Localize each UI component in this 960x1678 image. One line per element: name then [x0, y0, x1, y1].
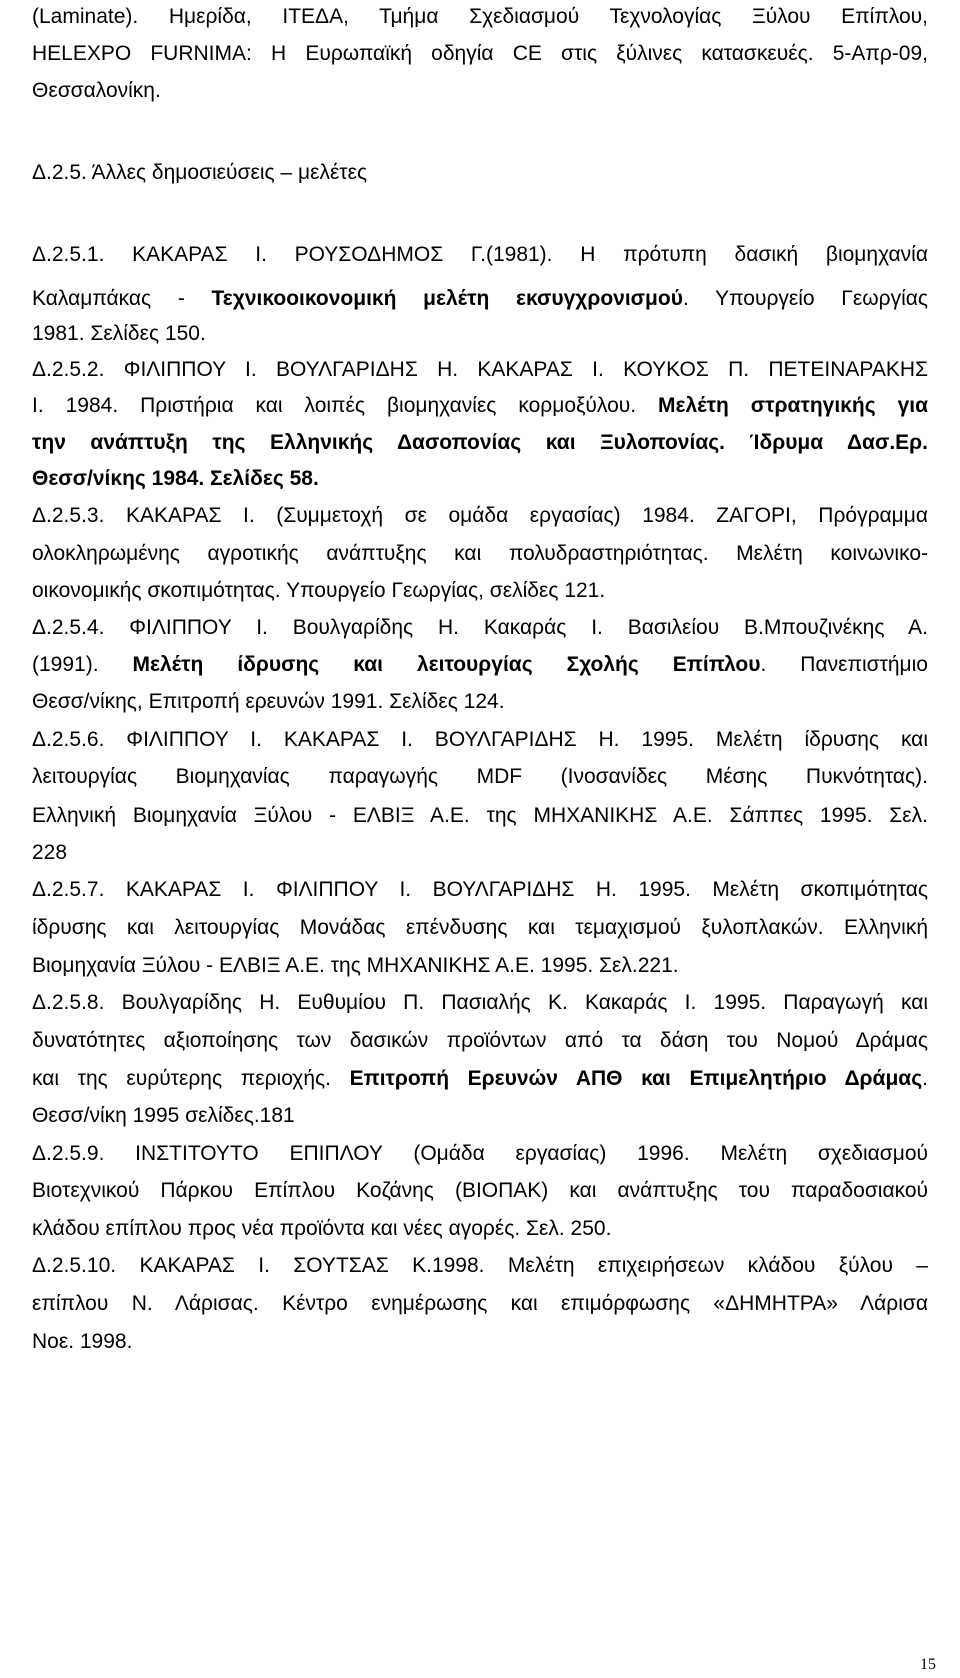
text-line: Θεσσαλονίκη.: [32, 79, 161, 102]
text-line: Δ.2.5.2. ΦΙΛΙΠΠΟΥ Ι. ΒΟΥΛΓΑΡΙΔΗΣ Η. ΚΑΚΑΡΑΣ Ι. ΚΟΥΚΟΣ Π. ΠΕΤΕΙΝΑΡΑΚΗΣ: [32, 358, 928, 381]
text-line: Νοε. 1998.: [32, 1330, 133, 1353]
text-line: ολοκληρωμένης αγροτικής ανάπτυξης και πολυδραστηριότητας. Μελέτη κοινωνικο-: [32, 542, 928, 565]
text-line: δυνατότητες αξιοποίησης των δασικών προϊόντων από τα δάση του Νομού Δράμας: [32, 1029, 928, 1052]
text-line: Δ.2.5.6. ΦΙΛΙΠΠΟΥ Ι. ΚΑΚΑΡΑΣ Ι. ΒΟΥΛΓΑΡΙΔΗΣ Η. 1995. Μελέτη ίδρυσης και: [32, 728, 928, 751]
text-line: Ελληνική Βιομηχανία Ξύλου - ΕΛΒΙΞ Α.Ε. της ΜΗΧΑΝΙΚΗΣ Α.Ε. Σάππες 1995. Σελ.: [32, 804, 928, 827]
text-line: Θεσσ/νίκη 1995 σελίδες.181: [32, 1104, 295, 1127]
text-line: Δ.2.5.9. ΙΝΣΤΙΤΟΥΤΟ ΕΠΙΠΛΟΥ (Ομάδα εργασίας) 1996. Μελέτη σχεδιασμού: [32, 1142, 928, 1165]
text-line: 228: [32, 841, 68, 864]
text-line: (1991). Μελέτη ίδρυσης και λειτουργίας Σχολής Επίπλου. Πανεπιστήμιο: [32, 653, 928, 676]
text-line: Δ.2.5.1. ΚΑΚΑΡΑΣ Ι. ΡΟΥΣΟΔΗΜΟΣ Γ.(1981). Η πρότυπη δασική βιομηχανία: [32, 243, 928, 266]
text-line: Δ.2.5.4. ΦΙΛΙΠΠΟΥ Ι. Βουλγαρίδης Η. Κακαράς Ι. Βασιλείου Β.Μπουζινέκης Α.: [32, 616, 928, 639]
text-line: Θεσσ/νίκης, Επιτροπή ερευνών 1991. Σελίδες 124.: [32, 690, 505, 713]
text-line: Δ.2.5.3. ΚΑΚΑΡΑΣ Ι. (Συμμετοχή σε ομάδα εργασίας) 1984. ΖΑΓΟΡΙ, Πρόγραμμα: [32, 504, 928, 527]
section-heading: Δ.2.5. Άλλες δημοσιεύσεις – μελέτες: [32, 161, 368, 184]
text-line: Καλαμπάκας - Τεχνικοοικονομική μελέτη εκσυγχρονισμού. Υπουργείο Γεωργίας: [32, 287, 928, 310]
text-line: λειτουργίας Βιομηχανίας παραγωγής MDF (Ινοσανίδες Μέσης Πυκνότητας).: [32, 765, 928, 788]
text-line: Δ.2.5.10. ΚΑΚΑΡΑΣ Ι. ΣΟΥΤΣΑΣ Κ.1998. Μελέτη επιχειρήσεων κλάδου ξύλου –: [32, 1254, 928, 1277]
text-line: Βιομηχανία Ξύλου - ΕΛΒΙΞ Α.Ε. της ΜΗΧΑΝΙΚΗΣ Α.Ε. 1995. Σελ.221.: [32, 954, 679, 977]
text-line: την ανάπτυξη της Ελληνικής Δασοπονίας και Ξυλοπονίας. Ίδρυμα Δασ.Ερ.: [32, 431, 928, 454]
text-line: ίδρυσης και λειτουργίας Μονάδας επένδυσης και τεμαχισμού ξυλοπλακών. Ελληνική: [32, 916, 928, 939]
text-line: και της ευρύτερης περιοχής. Επιτροπή Ερευνών ΑΠΘ και Επιμελητήριο Δράμας.: [32, 1067, 928, 1090]
text-line: 1981. Σελίδες 150.: [32, 322, 206, 345]
page-number: 15: [920, 1656, 936, 1673]
text-line: οικονομικής σκοπιμότητας. Υπουργείο Γεωργίας, σελίδες 121.: [32, 579, 606, 602]
text-line: Θεσσ/νίκης 1984. Σελίδες 58.: [32, 467, 319, 490]
text-line: κλάδου επίπλου προς νέα προϊόντα και νέες αγορές. Σελ. 250.: [32, 1217, 612, 1240]
text-line: Ι. 1984. Πριστήρια και λοιπές βιομηχανίες κορμοξύλου. Μελέτη στρατηγικής για: [32, 394, 928, 417]
text-line: Δ.2.5.7. ΚΑΚΑΡΑΣ Ι. ΦΙΛΙΠΠΟΥ Ι. ΒΟΥΛΓΑΡΙΔΗΣ Η. 1995. Μελέτη σκοπιμότητας: [32, 878, 928, 901]
text-line: επίπλου Ν. Λάρισας. Κέντρο ενημέρωσης και επιμόρφωσης «ΔΗΜΗΤΡΑ» Λάρισα: [32, 1292, 928, 1315]
text-line: (Laminate). Ημερίδα, ΙΤΕΔΑ, Τμήμα Σχεδιασμού Τεχνολογίας Ξύλου Επίπλου,: [32, 5, 928, 28]
text-line: Δ.2.5.8. Βουλγαρίδης Η. Ευθυμίου Π. Πασιαλής Κ. Κακαράς Ι. 1995. Παραγωγή και: [32, 991, 928, 1014]
text-line: HELEXPO FURNIMA: Η Ευρωπαϊκή οδηγία CE στις ξύλινες κατασκευές. 5-Απρ-09,: [32, 42, 928, 65]
text-line: Βιοτεχνικού Πάρκου Επίπλου Κοζάνης (ΒΙΟΠΑΚ) και ανάπτυξης του παραδοσιακού: [32, 1179, 928, 1202]
